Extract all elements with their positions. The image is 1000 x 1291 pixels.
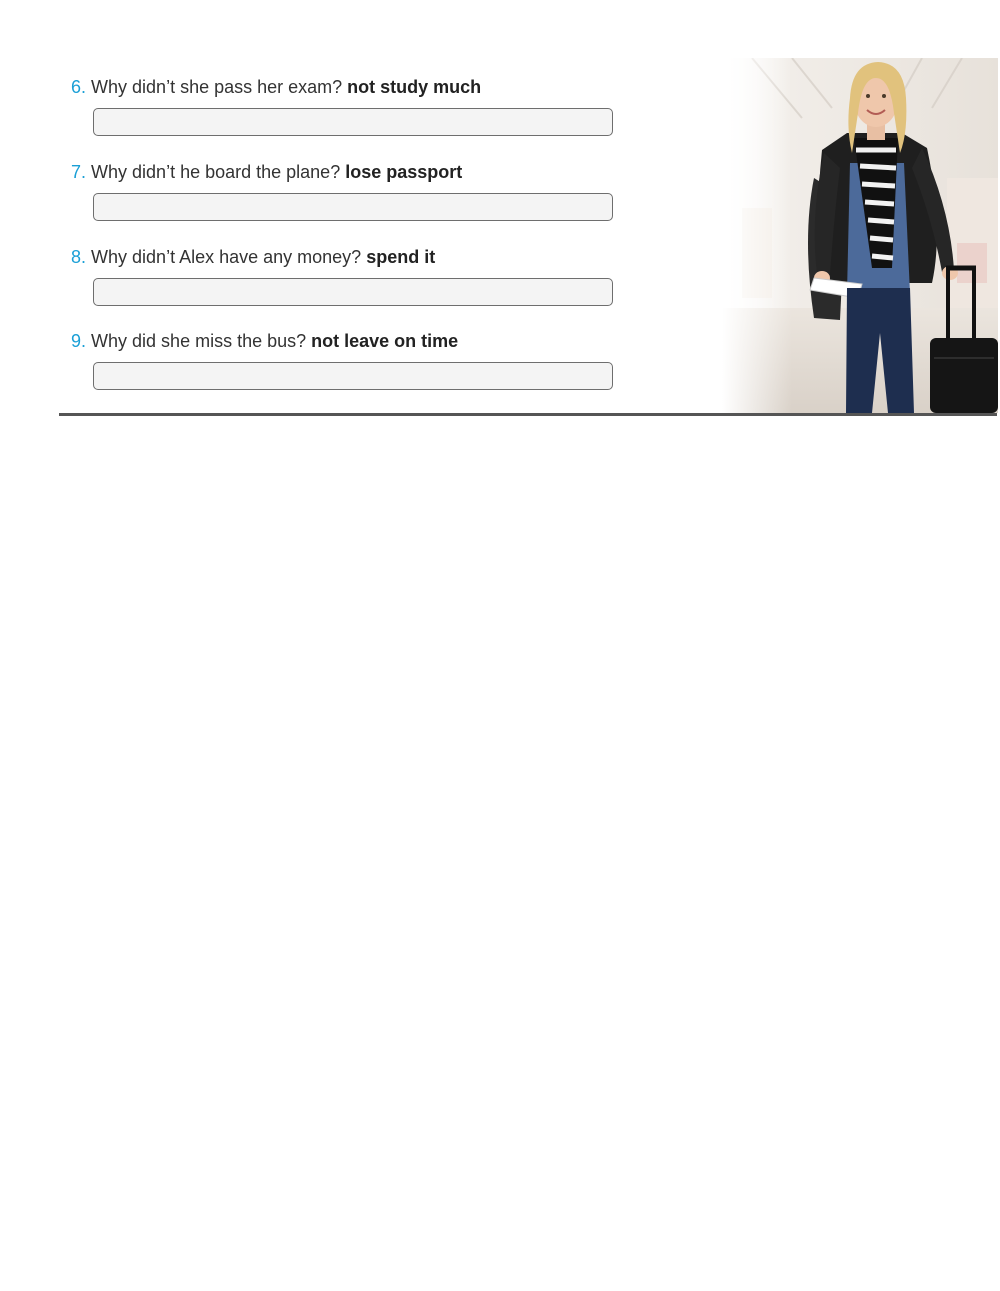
question-hint: lose passport xyxy=(345,162,463,182)
question-7 xyxy=(71,161,462,183)
question-text: Why didn’t she pass her exam? xyxy=(91,77,343,97)
question-hint: not leave on time xyxy=(311,331,459,351)
question-9 xyxy=(71,330,458,352)
question-number: 6. xyxy=(71,77,87,97)
question-text: Why did she miss the bus? xyxy=(91,331,307,351)
question-8 xyxy=(71,246,435,268)
question-number: 7. xyxy=(71,162,87,182)
worksheet-section xyxy=(0,0,1000,420)
answer-input-8[interactable] xyxy=(93,278,613,306)
answer-input-9[interactable] xyxy=(93,362,613,390)
traveler-with-suitcase-photo xyxy=(722,58,998,413)
question-text: Why didn’t he board the plane? xyxy=(91,162,341,182)
question-6 xyxy=(71,76,481,98)
section-divider xyxy=(59,413,997,416)
question-hint: not study much xyxy=(347,77,482,97)
question-hint: spend it xyxy=(366,247,436,267)
answer-input-7[interactable] xyxy=(93,193,613,221)
answer-input-6[interactable] xyxy=(93,108,613,136)
question-number: 8. xyxy=(71,247,87,267)
question-text: Why didn’t Alex have any money? xyxy=(91,247,362,267)
question-number: 9. xyxy=(71,331,87,351)
